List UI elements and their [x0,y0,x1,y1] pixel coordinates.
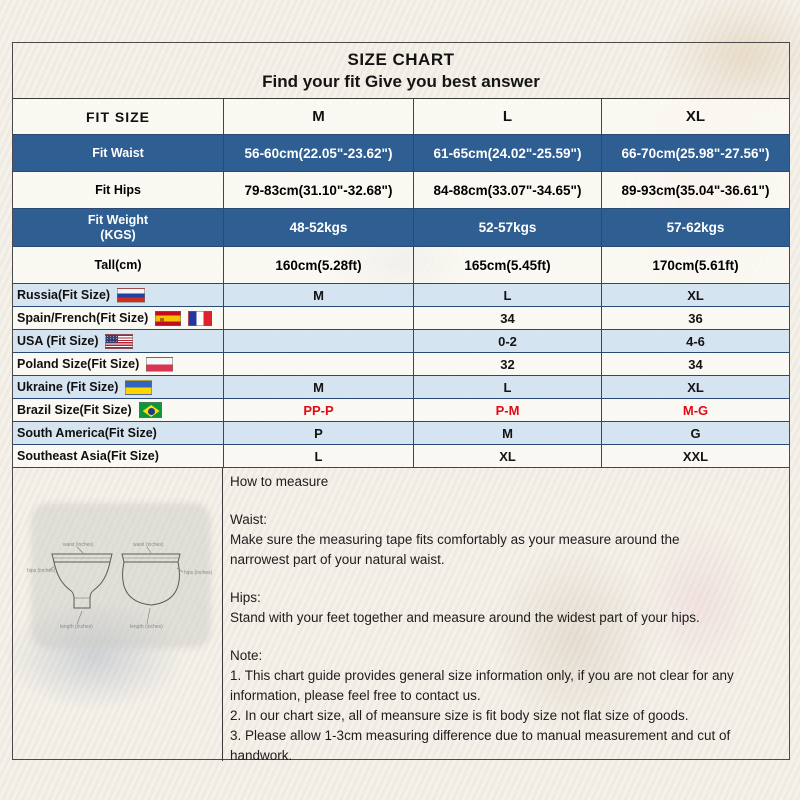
row-label: USA (Fit Size) [17,334,99,348]
cell-value: P [224,422,414,445]
cell-value: M [414,422,602,445]
page-subtitle: Find your fit Give you best answer [262,71,540,91]
note-heading: Note: [230,648,263,663]
front-body [54,562,110,608]
cell-value: 165cm(5.45ft) [414,247,602,284]
note-line: handwork. [230,748,293,763]
cell-value: 170cm(5.61ft) [602,247,789,284]
row-label [13,209,224,247]
cell-value: 36 [602,307,789,330]
cell-value [224,307,414,330]
cell-value: 79-83cm(31.10"-32.68") [224,172,414,209]
row-label: South America(Fit Size) [17,426,157,440]
row-label: Fit Waist [13,135,224,172]
table-row-south-america [13,422,789,445]
header-size-l: L [414,99,602,135]
poland-flag-icon [146,357,173,372]
cell-value: M [224,284,414,307]
row-label: Russia(Fit Size) [17,288,111,302]
size-chart-panel [12,42,790,763]
table-row-ukraine [13,376,789,399]
table-row-brazil [13,399,789,422]
cell-value: 57-62kgs [602,209,789,247]
row-label: Brazil Size(Fit Size) [17,403,132,417]
front-length-label: length (inches) [60,624,93,630]
cell-value: L [414,376,602,399]
note-line: 2. In our chart size, all of meansure size is fit body size not flat size of goods. [230,708,689,723]
france-flag-icon [188,311,212,326]
cell-value: L [414,284,602,307]
table-row-russia [13,284,789,307]
cell-value [224,353,414,376]
cell-value: L [224,445,414,468]
cell-value: 61-65cm(24.02"-25.59") [414,135,602,172]
front-hips-label: hips (inches) [27,568,56,574]
back-hips-label: hips (inches) [184,570,212,576]
cell-value: XXL [602,445,789,468]
hips-label: Hips: [230,590,261,605]
cell-value: 52-57kgs [414,209,602,247]
front-waist-label: waist (inches) [63,542,94,548]
waist-text-line: narrowest part of your natural waist. [230,552,445,567]
cell-value: 89-93cm(35.04"-36.61") [602,172,789,209]
hips-text-line: Stand with your feet together and measure around the widest part of your hips. [230,610,700,625]
cell-value: XL [414,445,602,468]
how-to-measure-heading: How to measure [230,474,329,489]
cell-value: 48-52kgs [224,209,414,247]
cell-value: 84-88cm(33.07"-34.65") [414,172,602,209]
cell-value [224,330,414,353]
row-label: Poland Size(Fit Size) [17,357,140,371]
panties-measurement-diagram [27,516,212,646]
cell-value: G [602,422,789,445]
note-line: 1. This chart guide provides general size information only, if you are not clear for any [230,668,734,683]
cell-value: 160cm(5.28ft) [224,247,414,284]
row-label-line1: Fit Weight [87,212,149,227]
table-row-fit-waist [13,135,789,172]
table-row-usa [13,330,789,353]
measure-instructions [223,468,789,761]
cell-value: 4-6 [602,330,789,353]
brazil-flag-globe [148,408,155,415]
cell-value: XL [602,376,789,399]
cell-value: 32 [414,353,602,376]
table-row-tall [13,247,789,284]
table-row-fit-weight [13,209,789,247]
title-block [13,43,789,99]
usa-flag-icon [105,334,133,349]
waist-text-line: Make sure the measuring tape fits comfortably as your measure around the [230,532,680,547]
cell-value: PP-P [224,399,414,422]
row-label-line2: (KGS) [100,227,136,242]
row-label: Southeast Asia(Fit Size) [17,449,159,463]
ukraine-flag-icon [125,380,152,395]
cell-value: 56-60cm(22.05"-23.62") [224,135,414,172]
cell-value: M-G [602,399,789,422]
cell-value: 66-70cm(25.98"-27.56") [602,135,789,172]
header-size-xl: XL [602,99,789,135]
row-label: Fit Hips [13,172,224,209]
back-body [123,562,180,605]
table-row-fit-hips [13,172,789,209]
russia-flag-icon [117,288,145,303]
cell-value: 0-2 [414,330,602,353]
header-size-m: M [224,99,414,135]
cell-value: M [224,376,414,399]
note-line: 3. Please allow 1-3cm measuring difference due to manual measurement and cut of [230,728,731,743]
brazil-flag-icon [139,402,162,418]
bottom-section [13,468,789,761]
table-row-southeast-asia [13,445,789,468]
waist-label: Waist: [230,512,267,527]
row-label: Spain/French(Fit Size) [17,311,149,325]
header-fit-size: FIT SIZE [13,99,224,135]
cell-value: XL [602,284,789,307]
row-label: Ukraine (Fit Size) [17,380,119,394]
table-row-spain-french [13,307,789,330]
back-length-label: length (inches) [130,624,163,630]
table-row-poland [13,353,789,376]
table-header-row [13,99,789,135]
spain-flag-icon [155,311,181,326]
row-label: Tall(cm) [13,247,224,284]
back-waist-label: waist (inches) [133,542,164,548]
measurement-diagram-cell [13,468,223,761]
cell-value: 34 [602,353,789,376]
cell-value: 34 [414,307,602,330]
page-title: SIZE CHART [347,49,455,69]
note-line: information, please feel free to contact us. [230,688,481,703]
cell-value: P-M [414,399,602,422]
